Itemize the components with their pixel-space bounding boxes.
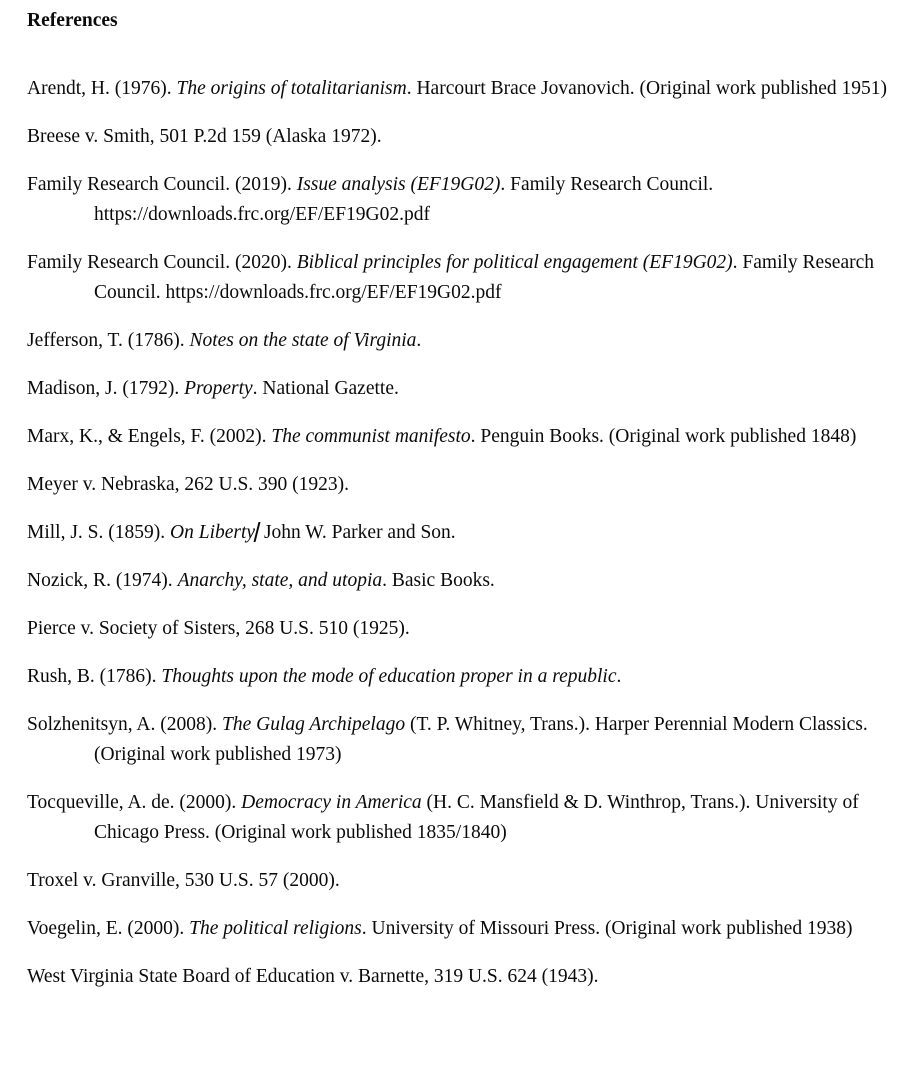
work-title: The communist manifesto — [271, 426, 471, 447]
reference-entry[interactable] — [27, 662, 895, 692]
reference-text: Madison, J. (1792). — [27, 378, 185, 399]
reference-entry[interactable] — [27, 962, 895, 992]
reference-text: Nozick, R. (1974). — [27, 570, 178, 591]
reference-entry[interactable] — [27, 326, 895, 356]
reference-entry[interactable] — [27, 788, 895, 848]
work-title: Issue analysis (EF19G02) — [296, 174, 501, 195]
work-title: Thoughts upon the mode of education proper in a republic — [161, 666, 617, 687]
reference-text: . — [616, 666, 622, 687]
reference-text: Marx, K., & Engels, F. (2002). — [27, 426, 272, 447]
reference-entry[interactable] — [27, 914, 895, 944]
reference-entry[interactable] — [27, 470, 895, 500]
reference-entry[interactable] — [27, 248, 895, 308]
reference-text: Breese v. Smith, 501 P.2d 159 (Alaska 1972). — [27, 126, 382, 147]
reference-text: . Basic Books. — [382, 570, 495, 591]
reference-entry[interactable] — [27, 614, 895, 644]
reference-text: Tocqueville, A. de. (2000). — [27, 792, 242, 813]
reference-text: Family Research Council. (2020). — [27, 252, 297, 273]
reference-entry[interactable] — [27, 866, 895, 896]
reference-text: . Harcourt Brace Jovanovich. (Original work published 1951) — [406, 78, 888, 99]
reference-text: . — [416, 330, 422, 351]
reference-text: (T. P. Whitney, Trans.). Harper Perennial Modern Classics. (Original work published 1973) — [94, 714, 868, 765]
work-title: Property — [184, 378, 253, 399]
work-title: Notes on the state of Virginia — [189, 330, 417, 351]
reference-text: West Virginia State Board of Education v. Barnette, 319 U.S. 624 (1943). — [27, 966, 599, 987]
work-title: Biblical principles for political engagement (EF19G02) — [296, 252, 733, 273]
reference-text: Jefferson, T. (1786). — [27, 330, 190, 351]
reference-text: Pierce v. Society of Sisters, 268 U.S. 510 (1925). — [27, 618, 410, 639]
reference-text: Troxel v. Granville, 530 U.S. 57 (2000). — [27, 870, 340, 891]
reference-text: Solzhenitsyn, A. (2008). — [27, 714, 222, 735]
reference-text: Rush, B. (1786). — [27, 666, 162, 687]
reference-text: Mill, J. S. (1859). — [27, 522, 171, 543]
reference-text: Meyer v. Nebraska, 262 U.S. 390 (1923). — [27, 474, 350, 495]
references-list — [27, 74, 895, 992]
reference-entry[interactable] — [27, 74, 895, 104]
reference-text: . Family Research Council. https://downloads.frc.org/EF/EF19G02.pdf — [94, 174, 714, 225]
work-title: Anarchy, state, and utopia — [177, 570, 383, 591]
reference-entry[interactable] — [27, 122, 895, 152]
reference-entry[interactable] — [27, 518, 895, 548]
reference-entry[interactable] — [27, 566, 895, 596]
work-title: Democracy in America — [241, 792, 422, 813]
reference-text: . National Gazette. — [252, 378, 399, 399]
work-title: The origins of totalitarianism — [176, 78, 407, 99]
reference-text: Family Research Council. (2019). — [27, 174, 297, 195]
reference-entry[interactable] — [27, 374, 895, 404]
reference-text: Voegelin, E. (2000). — [27, 918, 190, 939]
reference-text: Arendt, H. (1976). — [27, 78, 177, 99]
reference-entry[interactable] — [27, 710, 895, 770]
reference-text: . Penguin Books. (Original work published 1848) — [470, 426, 857, 447]
work-title: The Gulag Archipelago — [222, 714, 406, 735]
reference-text: (H. C. Mansfield & D. Winthrop, Trans.). University of Chicago Press. (Original work published 1835/1840) — [94, 792, 859, 843]
reference-text: . University of Missouri Press. (Original work published 1938) — [361, 918, 853, 939]
work-title: On Liberty — [170, 522, 256, 543]
work-title: The political religions — [189, 918, 362, 939]
references-heading: References — [27, 10, 118, 31]
reference-text: John W. Parker and Son. — [259, 522, 456, 543]
reference-entry[interactable] — [27, 422, 895, 452]
reference-entry[interactable] — [27, 170, 895, 230]
reference-text: . Family Research Council. https://downloads.frc.org/EF/EF19G02.pdf — [94, 252, 875, 303]
